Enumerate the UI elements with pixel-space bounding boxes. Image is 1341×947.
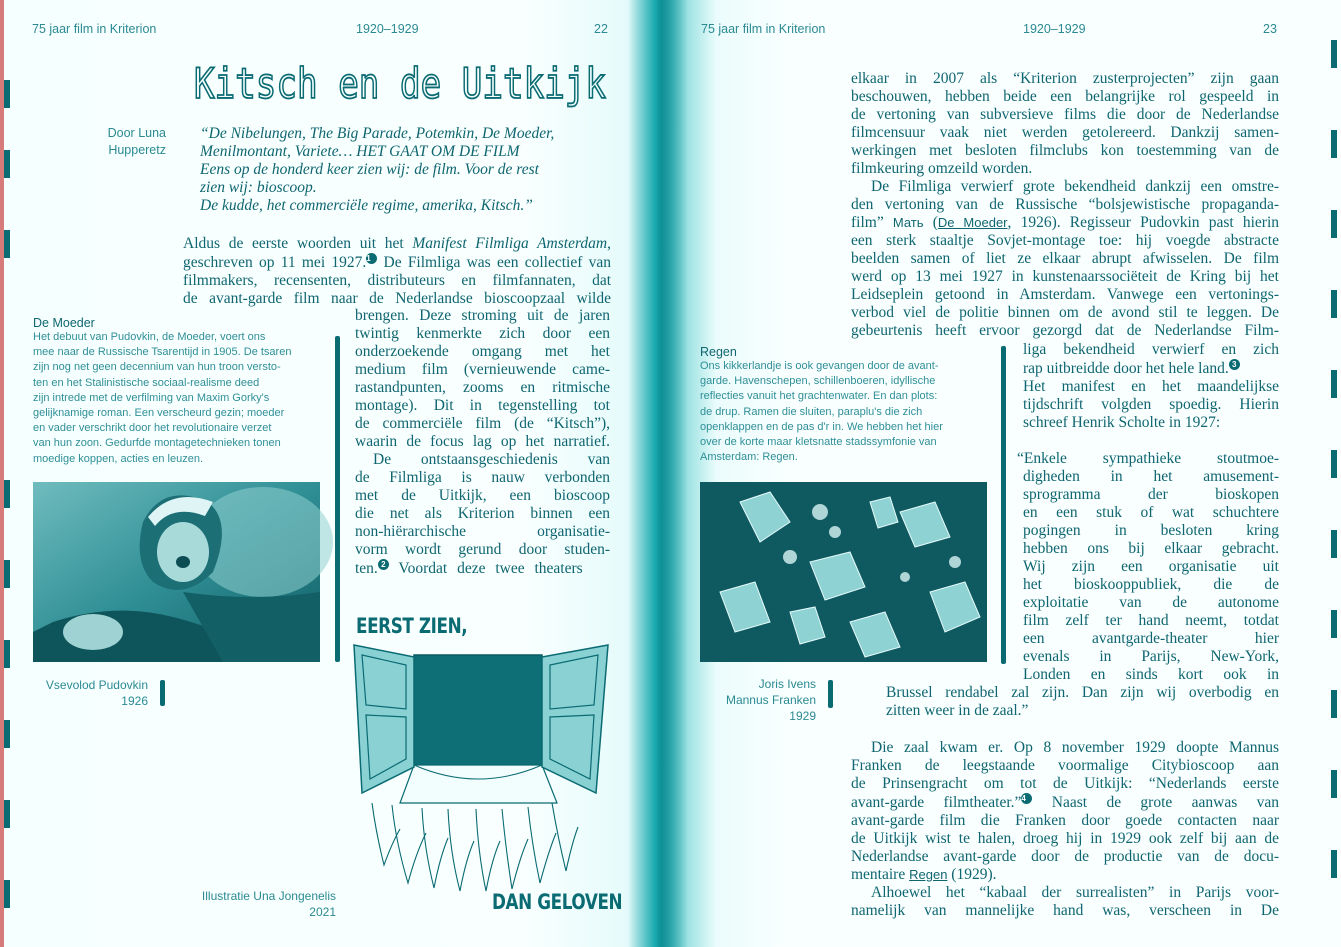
film-link-de-moeder[interactable]: De Moeder — [937, 215, 1008, 230]
photo-credit-year: 1929 — [789, 709, 816, 723]
paragraph-line: Franken de leegstaande voormalige Citybioscoop aan — [851, 757, 1279, 774]
paragraph-line: mentaire Regen (1929). — [851, 866, 997, 884]
byline-label: Door Luna — [107, 126, 166, 140]
caption-line: zijn nog net geen decennium van hun troon versto- — [33, 361, 281, 374]
photo-credit-name: Vsevolod Pudovkin — [45, 678, 148, 692]
credit-rule — [828, 680, 833, 708]
credit-rule — [160, 680, 165, 706]
edge-tab — [1331, 530, 1337, 558]
window-illustration — [352, 643, 610, 893]
photo-caption — [33, 316, 323, 467]
footnote-marker[interactable]: 1 — [366, 253, 377, 264]
caption-title: Regen — [700, 345, 737, 359]
paragraph-line: een sterk staaltje Sovjet-montage toe: hij voegde abstracte — [851, 232, 1279, 249]
paragraph-line: verbod viel de politie binnen om de avond stil te leggen. De — [851, 304, 1279, 321]
running-header-title: 75 jaar film in Kriterion — [701, 22, 826, 36]
quote-line: pogingen in besloten kring — [1023, 522, 1279, 539]
edge-tab — [1331, 40, 1337, 68]
epigraph-line: zien wij: bioscoop. — [200, 179, 317, 196]
caption-line: garde. Havenschepen, schillenboeren, idyllische — [700, 375, 936, 388]
caption-line: ten en het Stalinistische sociaal-realisme deed — [33, 376, 260, 389]
quote-line: hebben ons bij elkaar gebracht. — [1023, 540, 1279, 557]
edge-tab — [4, 230, 10, 258]
narrow-column — [355, 307, 610, 578]
quote-line: en een stuk of wat schuchtere — [1023, 504, 1279, 521]
column-line: De ontstaansgeschiedenis van — [373, 451, 610, 468]
epigraph-line: De kudde, het commerciële regime, amerika, Kitsch.” — [200, 197, 533, 214]
column-line: met de Uitkijk, een bioscoop — [355, 487, 610, 504]
caption-line: openklappen en de pas d'r in. We hebben het hier — [700, 420, 943, 433]
edge-tab — [1331, 370, 1337, 398]
paragraph-line: de Prinsengracht om tot de Uitkijk: “Nederlands eerste — [851, 775, 1279, 792]
running-header-title: 75 jaar film in Kriterion — [32, 22, 157, 36]
edge-tab — [4, 150, 10, 178]
intro-line: filmmakers, recensenten, distributeurs en filmfannaten, dat — [183, 272, 611, 290]
caption-line: gelijknamige roman. Een verscheurd gezin; moeder — [33, 407, 285, 420]
edge-tab — [1331, 290, 1337, 318]
svg-text:Kitsch en de Uitkijk: Kitsch en de Uitkijk — [194, 59, 606, 108]
paragraph-line: avant-garde film die Franken door goede contacten naar — [851, 812, 1279, 830]
caption-line: mee naar de Russische Tsarentijd in 1905. De tsaren — [33, 346, 292, 359]
quote-line: Wij zijn een organisatie uit — [1023, 558, 1279, 575]
edge-tab — [4, 80, 10, 108]
block-quote — [1017, 450, 1279, 684]
edge-tab — [1331, 450, 1337, 478]
quote-line: evenals in Parijs, New-York, — [1023, 648, 1279, 665]
paragraph-line: liga bekendheid verwierf en zich — [1023, 341, 1279, 358]
paragraph-line: filmkeuring omzeild worden. — [851, 160, 1033, 177]
paragraph-line: werkingen met besloten filmclubs kon toestemming van de — [851, 142, 1279, 159]
paragraph-line: beschouwen, hebben beide een belangrijke rol gespeeld in — [851, 88, 1279, 105]
quote-line: zitten weer in de zaal.” — [886, 702, 1029, 719]
paragraph-line: den vertoning van de Russische “bolsjewistische propaganda- — [851, 196, 1279, 213]
column-line: montage). Dit in tegenstelling tot — [355, 397, 610, 414]
caption-title: De Moeder — [33, 316, 95, 330]
running-header-period: 1920–1929 — [356, 22, 419, 36]
running-header-period: 1920–1929 — [1023, 22, 1086, 36]
photo-credit-year: 1926 — [121, 694, 148, 708]
edge-tab — [4, 480, 10, 508]
epigraph-line: Menilmontant, Variete… HET GAAT OM DE FILM — [200, 143, 520, 160]
footnote-marker[interactable]: 4 — [1021, 793, 1032, 804]
edge-tab — [4, 640, 10, 668]
caption-line: over de korte maar kletsnatte stadssymfonie van — [700, 436, 937, 449]
quote-line: sprogramma der bioskopen — [1023, 486, 1279, 503]
caption-line: Het debuut van Pudovkin, de Moeder, voert ons — [33, 331, 266, 343]
left-page — [0, 0, 655, 947]
photo-credit — [30, 677, 148, 709]
caption-line: reflecties vanuit het grachtenwater. En dan plots: — [700, 390, 938, 403]
paragraph-line: rap uitbreidde door het hele land. 3 — [1023, 359, 1279, 378]
photo-caption — [700, 345, 990, 465]
edge-tab — [1331, 210, 1337, 238]
quote-line: digheden in het amusement- — [1023, 468, 1279, 485]
film-link-regen[interactable]: Regen — [909, 867, 948, 883]
intro-line: de avant-garde film naar de Nederlandse bioscoopzaal wilde — [183, 290, 611, 308]
illustration-credit-year: 2021 — [309, 905, 336, 919]
illustration-bottom-text: DAN GELOVEN — [492, 890, 623, 914]
paragraph-line: beelden samen of liet ze elkaar abrupt afwisselen. De film — [851, 250, 1279, 267]
edge-tab — [1331, 130, 1337, 158]
edge-tab — [4, 880, 10, 908]
quote-line: Brussel rendabel zal zijn. Dan zijn wij overbodig en — [886, 684, 1279, 701]
illustration-top-text: EERST ZIEN, — [356, 614, 468, 638]
caption-line: en vader verschrikt door het revolutionaire verzet — [33, 422, 272, 435]
page-number: 23 — [1263, 22, 1277, 36]
column-rule — [1001, 346, 1006, 664]
caption-line: Amsterdam: Regen. — [700, 451, 798, 464]
paragraph-line: tijdschrift volgden spoedig. Hierin — [1023, 396, 1279, 414]
article-title — [190, 58, 610, 108]
byline-name: Hupperetz — [108, 143, 166, 157]
narrow-paragraph — [1023, 341, 1279, 432]
caption-line: de drup. Ramen die sluiten, paraplu's die zich — [700, 405, 923, 418]
column-line: medium film (vernieuwende came- — [355, 361, 610, 378]
quote-line: film zelf ter hand neemt, totdat — [1023, 612, 1279, 629]
quote-line: “Enkele sympathieke stoutmoe- — [1017, 450, 1279, 467]
caption-line: Ons kikkerlandje is ook gevangen door de avant- — [700, 360, 939, 372]
paragraph-line: werd op 13 mei 1927 in kunstenaarssociëteit de Kring bij het — [851, 268, 1279, 285]
column-line: vorm wordt gerund door studen- — [355, 541, 610, 558]
paragraph-line: Alhoewel het “kabaal der surrealisten” in Parijs voor- — [871, 884, 1279, 902]
footnote-marker[interactable]: 3 — [1229, 359, 1240, 370]
paragraph-line: filmcensuur vaak niet werden getolereerd. Dankzij samen- — [851, 124, 1279, 141]
edge-tab — [1331, 610, 1337, 638]
epigraph-line: “De Nibelungen, The Big Parade, Potemkin, De Moeder, — [200, 125, 555, 142]
quote-line: het bioskooppubliek, die de — [1023, 576, 1279, 593]
right-page — [655, 0, 1341, 947]
block-quote-end — [886, 684, 1279, 720]
column-line: rastandpunten, zooms en ritmische — [355, 379, 610, 396]
edge-tab — [4, 800, 10, 828]
column-line: onderzoekende omgang met het — [355, 343, 610, 360]
closing-paragraph — [851, 739, 1279, 920]
edge-tab — [1331, 850, 1337, 878]
paragraph-line: avant-garde filmtheater.”4 Naast de grote aanwas van — [851, 794, 1280, 812]
edge-tab — [4, 560, 10, 588]
column-line: die net als Kriterion binnen een — [355, 505, 610, 522]
byline — [80, 125, 166, 159]
illustration-credit-name: Illustratie Una Jongenelis — [201, 889, 336, 903]
footnote-marker[interactable]: 2 — [378, 559, 389, 570]
paragraph-line: Leidseplein getoond in Amsterdam. Vanwege een vertonings- — [851, 286, 1279, 303]
film-still-regen — [700, 482, 987, 662]
continuation-paragraph — [851, 70, 1279, 340]
paragraph-line: Het manifest en het maandelijkse — [1023, 378, 1279, 396]
epigraph-line: Eens op de honderd keer zien wij: de film. Voor de rest — [200, 161, 539, 178]
column-line: non-hiërarchische organisatie- — [355, 523, 610, 540]
column-line: waarin de focus lag op het narratief. — [355, 433, 610, 450]
caption-line: van hun zoon. Gedurfde montagetechnieken tonen — [33, 437, 281, 450]
column-line: de Filmliga is nauw verbonden — [355, 469, 610, 486]
caption-line: moedige koppen, acties en leuzen. — [33, 452, 204, 465]
paragraph-line: gebeurtenis heeft ervoor gezorgd dat de Nederlandse Film- — [851, 322, 1279, 339]
paragraph-line: namelijk van mannelijke hand was, verscheen in De — [851, 902, 1279, 920]
epigraph — [200, 125, 620, 215]
paragraph-line: elkaar in 2007 als “Kriterion zusterprojecten” zijn gaan — [851, 70, 1279, 87]
edge-tab — [1331, 690, 1337, 718]
paragraph-line: film” Мать (De Moeder, 1926). Regisseur Pudovkin past hierin — [851, 214, 1279, 231]
intro-line: Aldus de eerste woorden uit het Manifest Filmliga Amsterdam, — [183, 235, 611, 252]
paragraph-line: De Filmliga verwierf grote bekendheid dankzij een omstre- — [871, 178, 1279, 195]
paragraph-line: schreef Henrik Scholte in 1927: — [1023, 414, 1221, 432]
quote-line: een avantgarde-theater hier — [1023, 630, 1279, 647]
edge-tab — [4, 720, 10, 748]
intro-line: geschreven op 11 mei 1927.1 De Filmliga was een collectief van — [183, 254, 611, 272]
paragraph-line: Nederlandse avant-garde door de productie van de docu- — [851, 848, 1279, 866]
column-line: twintig kenmerkte zich door een — [355, 325, 610, 342]
film-still-de-moeder — [33, 482, 320, 662]
column-line: brengen. Deze stroming uit de jaren — [355, 307, 610, 324]
illustration-credit — [150, 888, 336, 920]
photo-credit-director: Mannus Franken — [725, 693, 816, 707]
paragraph-line: de vertoning van subversieve films die door de Nederlandse — [851, 106, 1279, 123]
page-number: 22 — [594, 22, 608, 36]
paragraph-line: de Uitkijk wist te halen, droeg hij in 1929 ook zelf bij aan de — [851, 830, 1279, 848]
photo-credit-director: Joris Ivens — [758, 677, 816, 691]
quote-line: Londen en sinds kort ook in — [1023, 666, 1279, 683]
column-rule — [335, 336, 340, 662]
book-gutter — [628, 0, 688, 947]
caption-line: zijn intrede met de verfilming van Maxim Gorky's — [33, 391, 270, 404]
column-line: de commerciële film (de “Kitsch”), — [355, 415, 610, 432]
paragraph-line: Die zaal kwam er. Op 8 november 1929 doopte Mannus — [871, 739, 1279, 756]
photo-credit — [695, 676, 816, 724]
edge-tab — [1331, 770, 1337, 798]
intro-paragraph — [183, 235, 611, 308]
column-line: ten. 2 Voordat deze twee theaters — [355, 560, 583, 578]
quote-line: exploitatie van de autonome — [1023, 594, 1279, 611]
